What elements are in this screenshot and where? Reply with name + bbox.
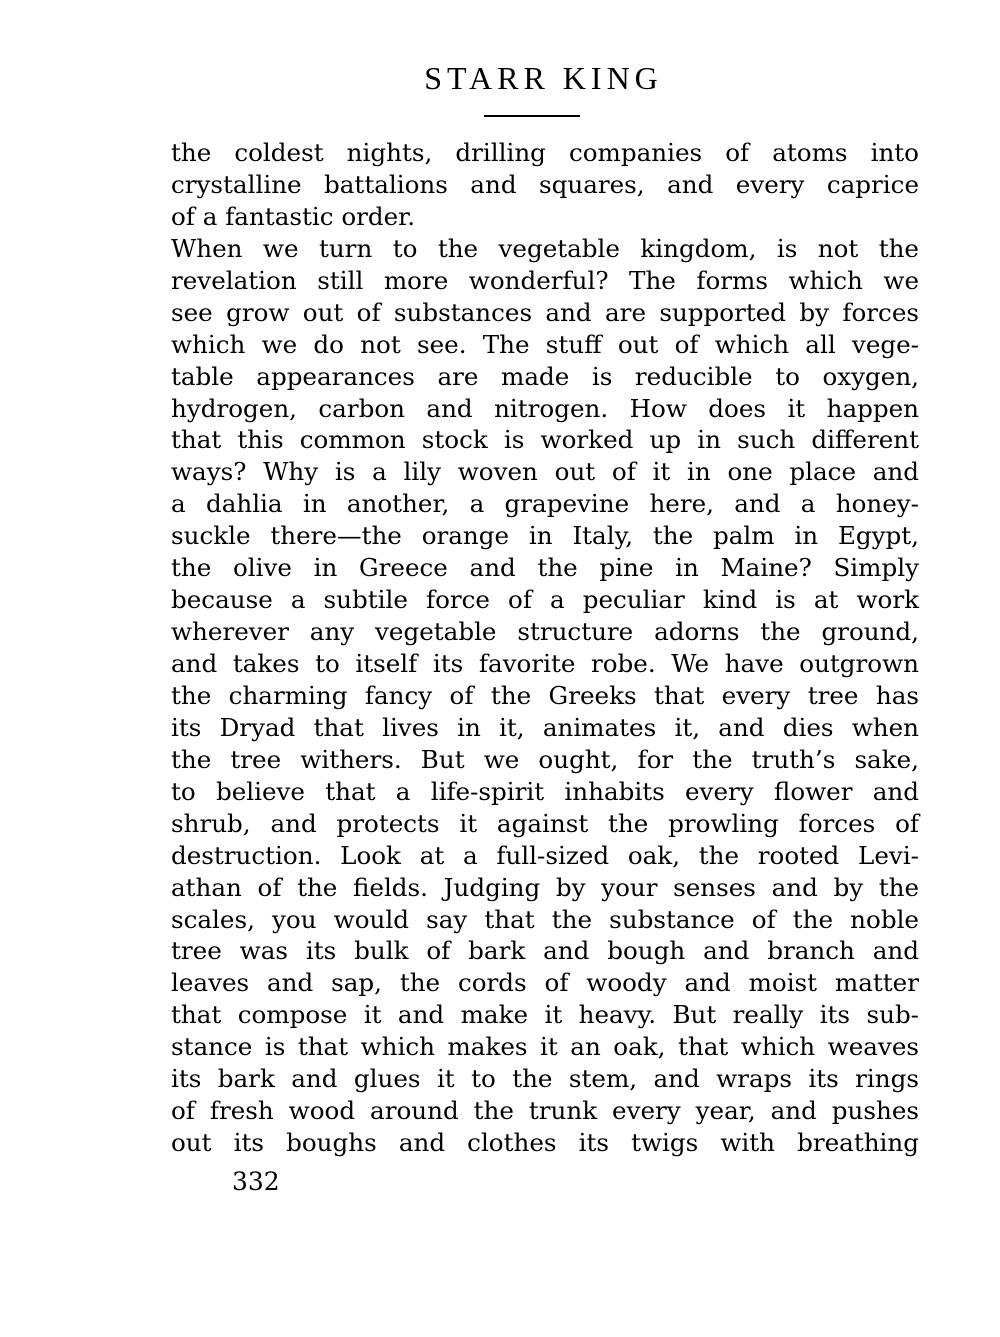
text-line: table appearances are made is reducible to oxygen, — [171, 361, 919, 391]
text-line: the tree withers. But we ought, for the truth’s sake, — [171, 744, 919, 774]
text-line: and takes to itself its favorite robe. We have outgrown — [171, 649, 919, 678]
text-line: of fresh wood around the trunk every year, and pushes — [171, 1096, 919, 1126]
text-line: crystalline battalions and squares, and every caprice — [171, 169, 919, 199]
page-number: 332 — [232, 1167, 280, 1196]
text-line: to believe that a life-spirit inhabits every flower and — [171, 776, 919, 806]
text-line: because a subtile force of a peculiar kind is at work — [171, 585, 919, 615]
text-line: leaves and sap, the cords of woody and moist matter — [171, 968, 919, 998]
text-line: athan of the fields. Judging by your senses and by the — [171, 872, 919, 902]
text-line: suckle there—the orange in Italy, the palm in Egypt, — [171, 521, 919, 551]
text-line: out its boughs and clothes its twigs with breathing — [171, 1128, 919, 1158]
text-line: shrub, and protects it against the prowling forces of — [171, 808, 919, 838]
text-line: of a fantastic order. — [171, 201, 416, 231]
text-line: the olive in Greece and the pine in Maine? Simply — [171, 553, 919, 583]
text-line: its bark and glues it to the stem, and wraps its rings — [171, 1064, 919, 1094]
text-line: a dahlia in another, a grapevine here, and a honey- — [171, 489, 919, 519]
text-line: which we do not see. The stuff out of which all vege- — [171, 329, 919, 359]
text-line: revelation still more wonderful? The forms which we — [171, 265, 919, 295]
text-line: its Dryad that lives in it, animates it, and dies when — [171, 712, 919, 742]
running-head: STARR KING — [424, 60, 663, 96]
text-line: tree was its bulk of bark and bough and branch and — [171, 936, 919, 966]
body-text — [171, 137, 919, 1159]
text-line: that compose it and make it heavy. But really its sub- — [171, 1000, 919, 1030]
text-line: the coldest nights, drilling companies of atoms into — [171, 138, 919, 167]
text-line: wherever any vegetable structure adorns the ground, — [171, 617, 919, 647]
text-line: ways? Why is a lily woven out of it in one place and — [171, 457, 919, 487]
text-line: stance is that which makes it an oak, that which weaves — [171, 1032, 919, 1062]
text-line: When we turn to the vegetable kingdom, is not the — [171, 233, 919, 263]
text-line: hydrogen, carbon and nitrogen. How does it happen — [171, 393, 919, 423]
text-line: the charming fancy of the Greeks that every tree has — [171, 680, 919, 710]
text-line: destruction. Look at a full-sized oak, the rooted Levi- — [171, 840, 919, 870]
text-line: see grow out of substances and are supported by forces — [171, 297, 919, 327]
text-line: scales, you would say that the substance of the noble — [171, 904, 919, 934]
text-line: that this common stock is worked up in such different — [171, 425, 919, 455]
head-rule-divider — [484, 115, 580, 117]
